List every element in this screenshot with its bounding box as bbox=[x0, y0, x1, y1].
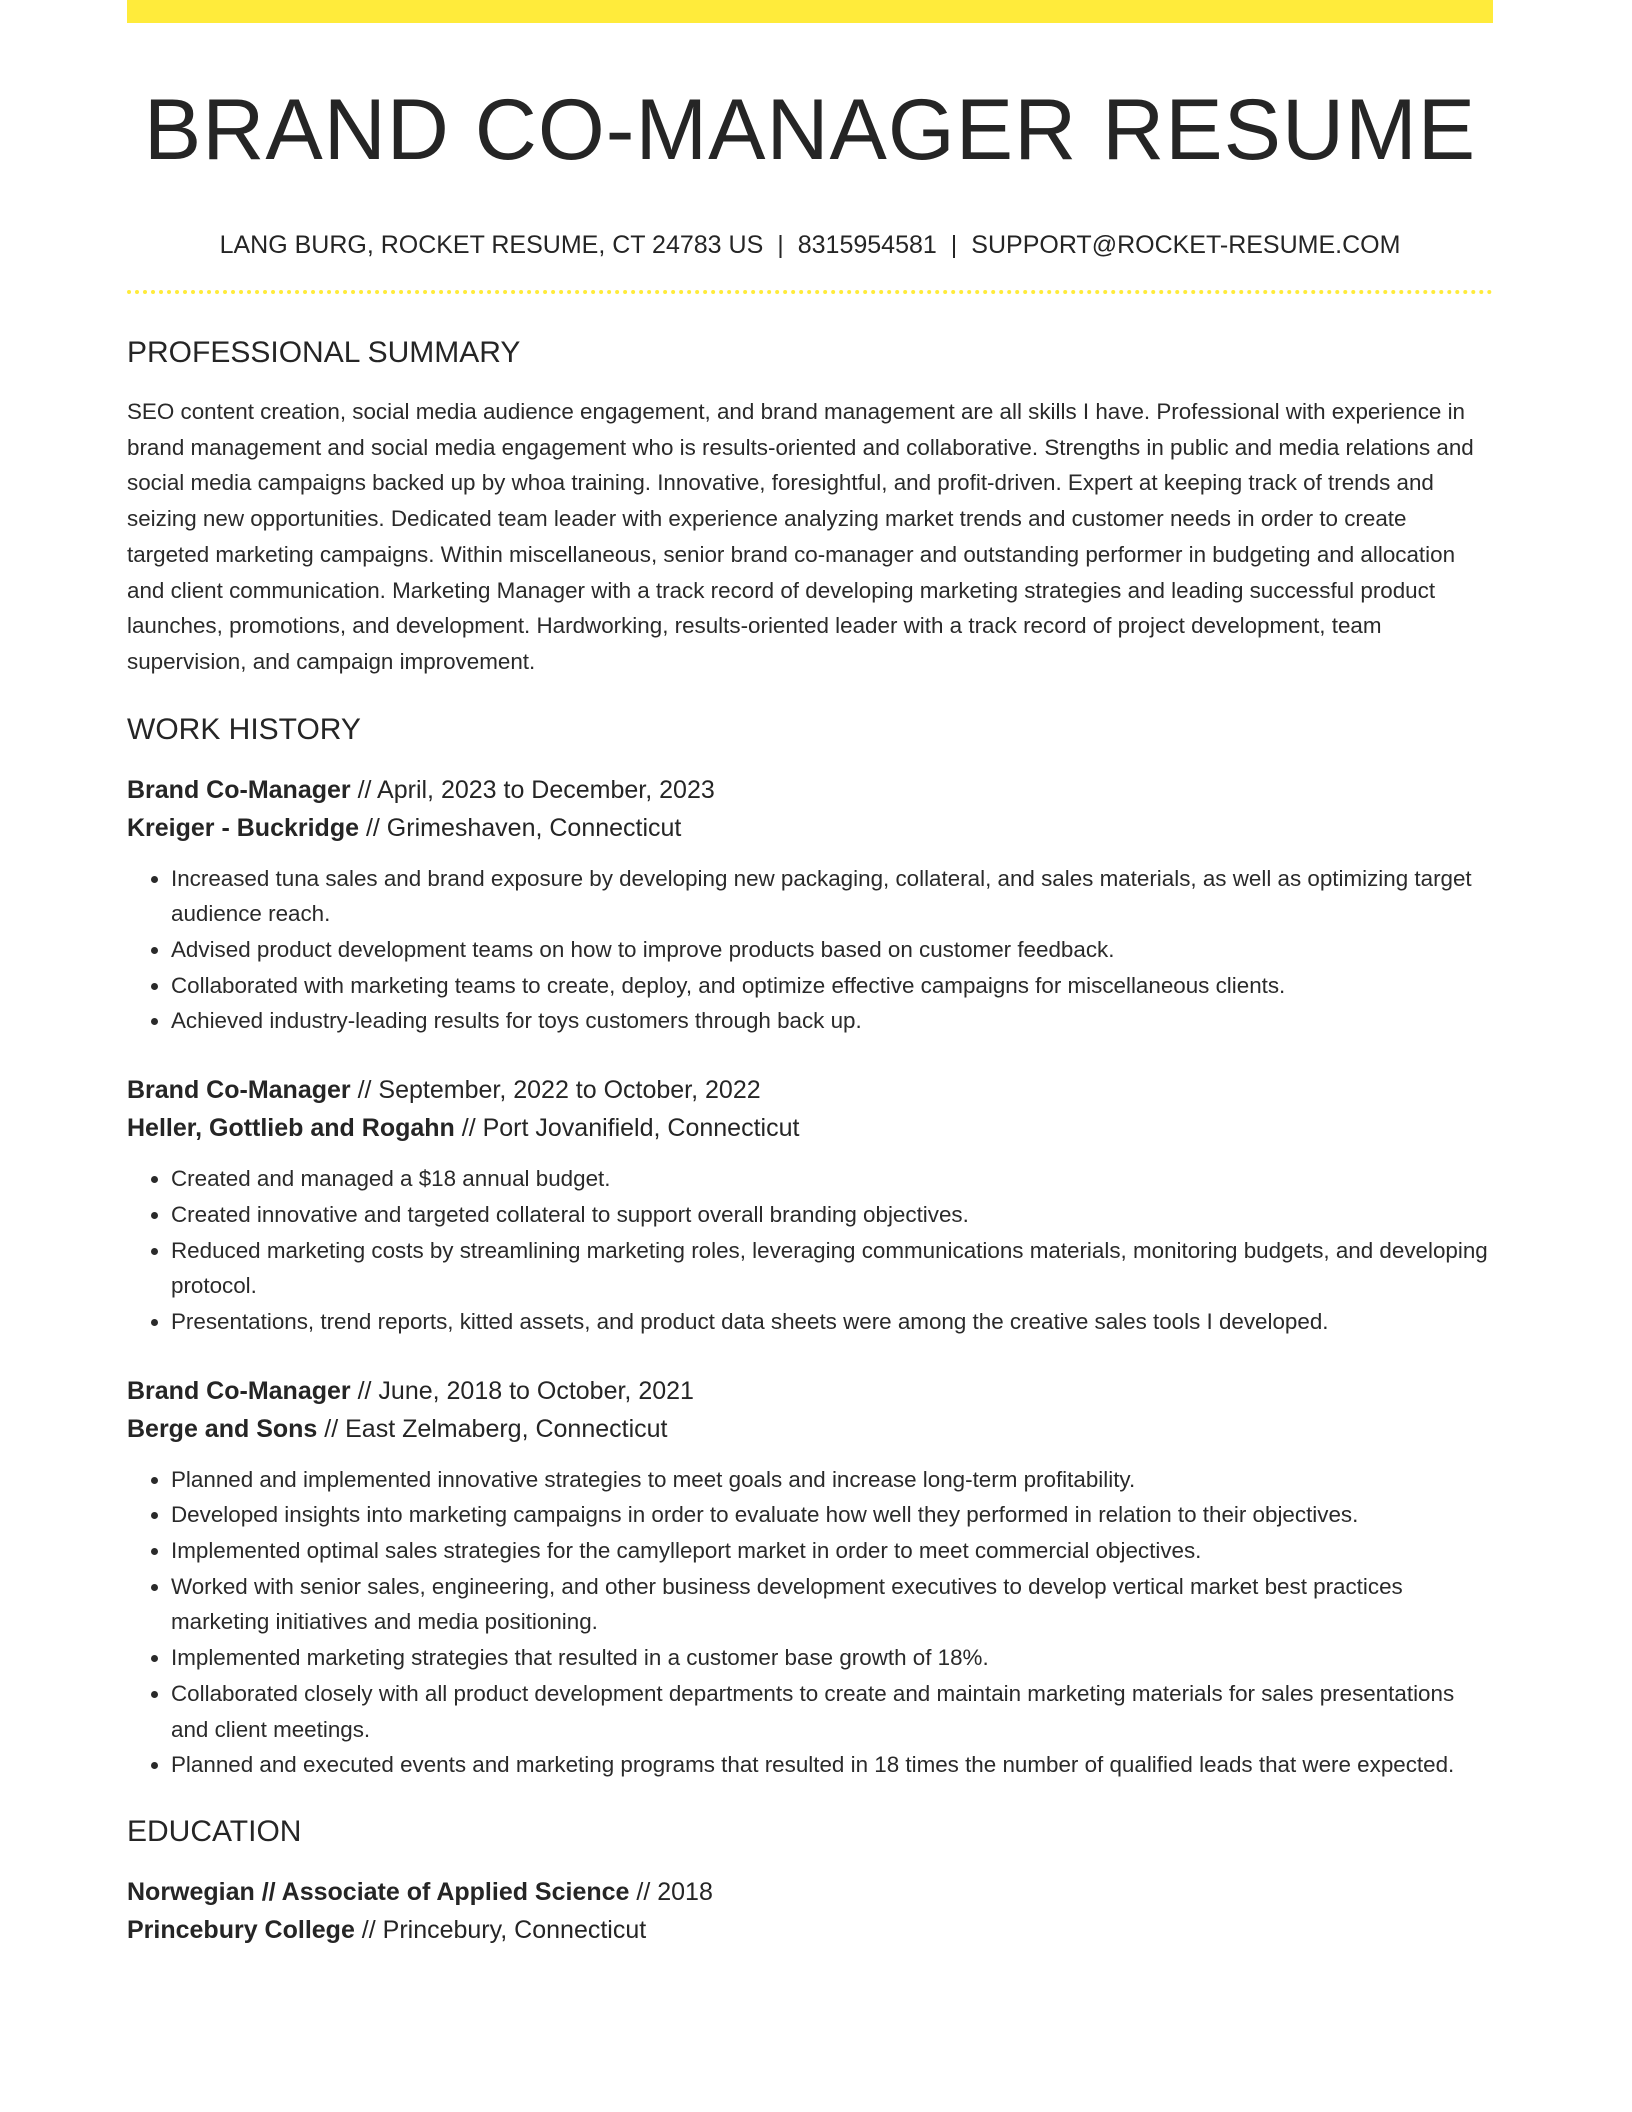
job-bullet: • Advised product development teams on how to improve products based on customer feedback. bbox=[171, 932, 1493, 968]
contact-address: LANG BURG, ROCKET RESUME, CT 24783 US bbox=[219, 231, 764, 259]
job-entry bbox=[127, 1071, 1493, 1340]
job-company-line bbox=[127, 809, 1493, 847]
contact-phone: 8315954581 bbox=[797, 231, 937, 259]
education-school-line bbox=[127, 1911, 1493, 1949]
job-dates: // June, 2018 to October, 2021 bbox=[350, 1376, 694, 1405]
job-company: Kreiger - Buckridge bbox=[127, 813, 360, 842]
job-bullet: • Implemented marketing strategies that resulted in a customer base growth of 18%. bbox=[171, 1640, 1493, 1676]
job-entry bbox=[127, 771, 1493, 1040]
education-heading: EDUCATION bbox=[127, 1814, 302, 1848]
contact-email: SUPPORT@ROCKET-RESUME.COM bbox=[971, 231, 1401, 259]
work-history-heading: WORK HISTORY bbox=[127, 712, 361, 746]
job-location: // East Zelmaberg, Connecticut bbox=[317, 1414, 668, 1443]
job-company: Heller, Gottlieb and Rogahn bbox=[127, 1114, 455, 1143]
job-bullets bbox=[127, 861, 1493, 1040]
job-company-line bbox=[127, 1410, 1493, 1448]
summary-text: SEO content creation, social media audience engagement, and brand management are all skills I have. Professional with experience in brand management and social media engagement who is results-oriented and collaborative. Strengths in public and media relations and social media campaigns backed up by whoa training. Innovative, foresightful, and profit-driven. Expert at keeping track of trends and seizing new opportunities. Dedicated team leader with experience analyzing market trends and customer needs in order to create targeted marketing campaigns. Within miscellaneous, senior brand co-manager and outstanding performer in budgeting and allocation and client communication. Marketing Manager with a track record of developing marketing strategies and leading successful product launches, promotions, and development. Hardworking, results-oriented leader with a track record of project development, team supervision, and campaign improvement. bbox=[127, 399, 1474, 674]
job-role-line bbox=[127, 771, 1493, 809]
education-entry bbox=[127, 1873, 1493, 1949]
education-location: // Princebury, Connecticut bbox=[354, 1915, 647, 1944]
job-bullet: • Achieved industry-leading results for toys customers through back up. bbox=[171, 1003, 1493, 1039]
job-role-line bbox=[127, 1372, 1493, 1410]
job-bullet: • Increased tuna sales and brand exposure by developing new packaging, collateral, and sales materials, as well as optimizing target audience reach. bbox=[171, 861, 1493, 932]
job-company-line bbox=[127, 1109, 1493, 1147]
job-bullets bbox=[127, 1161, 1493, 1340]
education-year: // 2018 bbox=[629, 1877, 713, 1906]
job-bullet: • Implemented optimal sales strategies for the camylleport market in order to meet commercial objectives. bbox=[171, 1533, 1493, 1569]
job-bullets bbox=[127, 1462, 1493, 1783]
job-company: Berge and Sons bbox=[127, 1414, 318, 1443]
contact-line bbox=[127, 229, 1493, 261]
education-degree-line bbox=[127, 1873, 1493, 1911]
job-role: Brand Co-Manager bbox=[127, 1076, 351, 1105]
job-bullet: • Collaborated with marketing teams to create, deploy, and optimize effective campaigns for miscellaneous clients. bbox=[171, 968, 1493, 1004]
resume-title: BRAND CO-MANAGER RESUME bbox=[143, 82, 1477, 178]
job-dates: // September, 2022 to October, 2022 bbox=[350, 1076, 761, 1105]
job-role: Brand Co-Manager bbox=[127, 775, 351, 804]
contact-separator: | bbox=[950, 231, 958, 259]
job-bullet: • Planned and implemented innovative strategies to meet goals and increase long-term profitability. bbox=[171, 1462, 1493, 1498]
education-school: Princebury College bbox=[127, 1915, 355, 1944]
job-bullet: • Created and managed a $18 annual budget. bbox=[171, 1161, 1493, 1197]
job-location: // Grimeshaven, Connecticut bbox=[359, 813, 682, 842]
job-location: // Port Jovanifield, Connecticut bbox=[454, 1114, 800, 1143]
job-role: Brand Co-Manager bbox=[127, 1376, 351, 1405]
job-bullet: • Created innovative and targeted collateral to support overall branding objectives. bbox=[171, 1197, 1493, 1233]
education-degree: Norwegian // Associate of Applied Science bbox=[127, 1877, 630, 1906]
dotted-divider bbox=[127, 290, 1493, 294]
job-bullet: • Worked with senior sales, engineering, and other business development executives to develop vertical market best practices marketing initiatives and media positioning. bbox=[171, 1569, 1493, 1640]
job-role-line bbox=[127, 1071, 1493, 1109]
job-entry bbox=[127, 1372, 1493, 1783]
job-bullet: • Collaborated closely with all product development departments to create and maintain marketing materials for sales presentations and client meetings. bbox=[171, 1676, 1493, 1747]
summary-heading: PROFESSIONAL SUMMARY bbox=[127, 336, 521, 369]
job-bullet: • Planned and executed events and marketing programs that resulted in 18 times the number of qualified leads that were expected. bbox=[171, 1747, 1493, 1783]
job-bullet: • Developed insights into marketing campaigns in order to evaluate how well they performed in relation to their objectives. bbox=[171, 1497, 1493, 1533]
job-bullet: • Reduced marketing costs by streamlining marketing roles, leveraging communications materials, monitoring budgets, and developing protocol. bbox=[171, 1233, 1493, 1304]
contact-separator: | bbox=[777, 231, 784, 259]
job-dates: // April, 2023 to December, 2023 bbox=[350, 775, 715, 804]
resume-content bbox=[127, 0, 1493, 1949]
job-bullet: • Presentations, trend reports, kitted assets, and product data sheets were among the creative sales tools I developed. bbox=[171, 1304, 1493, 1340]
